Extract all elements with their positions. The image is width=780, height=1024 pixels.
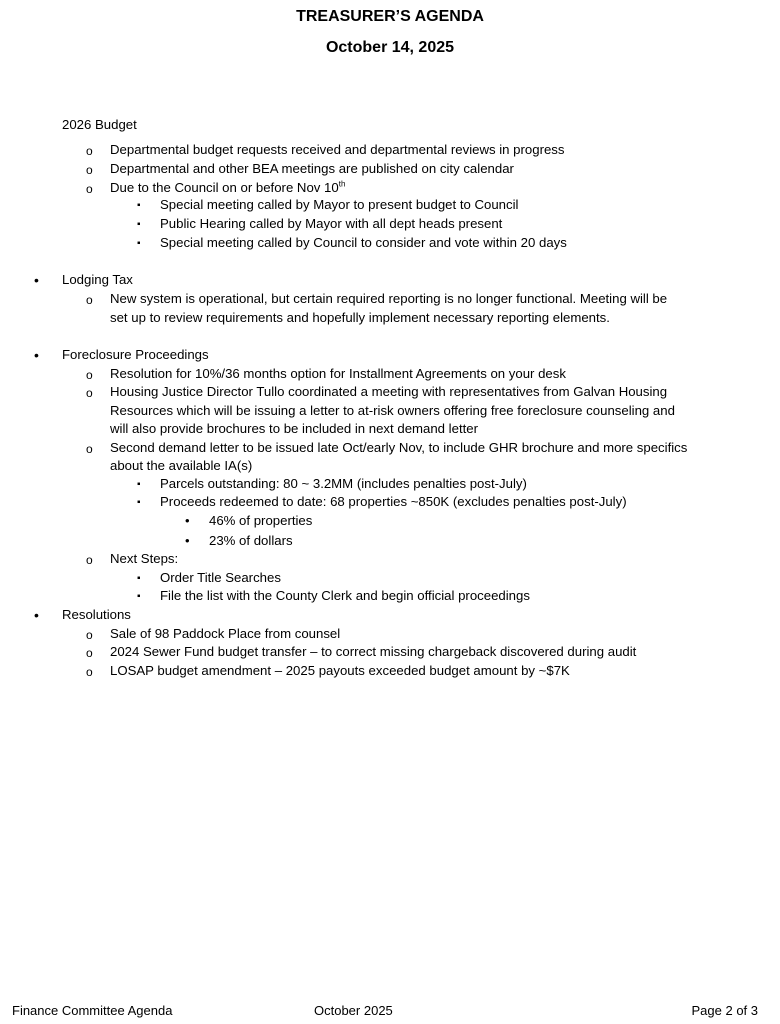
circle-bullet: o [86, 646, 93, 660]
foreclosure-item-line: Housing Justice Director Tullo coordinated a meeting with representatives from Galvan Housing [110, 384, 668, 399]
square-bullet: ▪ [137, 497, 141, 508]
circle-bullet: o [86, 293, 93, 307]
lodging-item-line: set up to review requirements and hopefully implement necessary reporting elements. [110, 310, 610, 325]
next-steps-label: Next Steps: [110, 551, 179, 566]
square-bullet: ▪ [137, 238, 141, 249]
footer-page-number: Page 2 of 3 [691, 1003, 758, 1018]
disc-bullet: • [185, 533, 190, 548]
disc-bullet: • [34, 272, 39, 288]
section-heading-budget: 2026 Budget [62, 117, 137, 132]
square-bullet: ▪ [137, 479, 141, 490]
page-date: October 14, 2025 [325, 39, 455, 56]
next-step-item: File the list with the County Clerk and begin official proceedings [160, 588, 530, 603]
footer-left: Finance Committee Agenda [12, 1003, 173, 1018]
budget-item-due [110, 179, 345, 197]
circle-bullet: o [86, 144, 93, 158]
foreclosure-item: Resolution for 10%/36 months option for Installment Agreements on your desk [110, 366, 566, 381]
section-heading-lodging: Lodging Tax [62, 272, 133, 287]
page-title: TREASURER’S AGENDA [296, 8, 484, 25]
budget-subitem: Public Hearing called by Mayor with all dept heads present [160, 216, 503, 231]
foreclosure-subsubitem: 23% of dollars [209, 533, 293, 548]
section-heading-resolutions: Resolutions [62, 607, 131, 622]
square-bullet: ▪ [137, 573, 141, 584]
foreclosure-item-line: will also provide brochures to be included in next demand letter [110, 421, 478, 436]
budget-subitem: Special meeting called by Council to consider and vote within 20 days [160, 235, 567, 250]
footer-center: October 2025 [314, 1003, 393, 1018]
due-superscript: th [338, 179, 346, 189]
resolution-item: Sale of 98 Paddock Place from counsel [110, 626, 341, 641]
section-heading-foreclosure: Foreclosure Proceedings [62, 347, 209, 362]
foreclosure-subitem: Proceeds redeemed to date: 68 properties ~850K (excludes penalties post-July) [160, 494, 627, 509]
circle-bullet: o [86, 368, 93, 382]
resolution-item: 2024 Sewer Fund budget transfer – to correct missing chargeback discovered during audit [110, 644, 637, 659]
square-bullet: ▪ [137, 591, 141, 602]
foreclosure-item-line: Second demand letter to be issued late Oct/early Nov, to include GHR brochure and more specifics [110, 440, 688, 455]
circle-bullet: o [86, 553, 93, 567]
square-bullet: ▪ [137, 200, 141, 211]
next-step-item: Order Title Searches [160, 570, 281, 585]
due-text: Due to the Council on or before Nov 10 [110, 180, 339, 195]
lodging-item-line: New system is operational, but certain required reporting is no longer functional. Meeting will be [110, 291, 668, 306]
disc-bullet: • [34, 347, 39, 363]
circle-bullet: o [86, 163, 93, 177]
foreclosure-item-line: Resources which will be issuing a letter to at-risk owners offering free foreclosure counseling and [110, 403, 675, 418]
foreclosure-subitem: Parcels outstanding: 80 ~ 3.2MM (includes penalties post-July) [160, 476, 527, 491]
disc-bullet: • [185, 513, 190, 528]
square-bullet: ▪ [137, 219, 141, 230]
circle-bullet: o [86, 386, 93, 400]
budget-item: Departmental and other BEA meetings are published on city calendar [110, 161, 514, 176]
foreclosure-item-line: about the available IA(s) [110, 458, 253, 473]
budget-subitem: Special meeting called by Mayor to present budget to Council [160, 197, 519, 212]
budget-item: Departmental budget requests received and departmental reviews in progress [110, 142, 565, 157]
circle-bullet: o [86, 182, 93, 196]
resolution-item: LOSAP budget amendment – 2025 payouts exceeded budget amount by ~$7K [110, 663, 570, 678]
circle-bullet: o [86, 628, 93, 642]
circle-bullet: o [86, 442, 93, 456]
disc-bullet: • [34, 607, 39, 623]
circle-bullet: o [86, 665, 93, 679]
foreclosure-subsubitem: 46% of properties [209, 513, 313, 528]
